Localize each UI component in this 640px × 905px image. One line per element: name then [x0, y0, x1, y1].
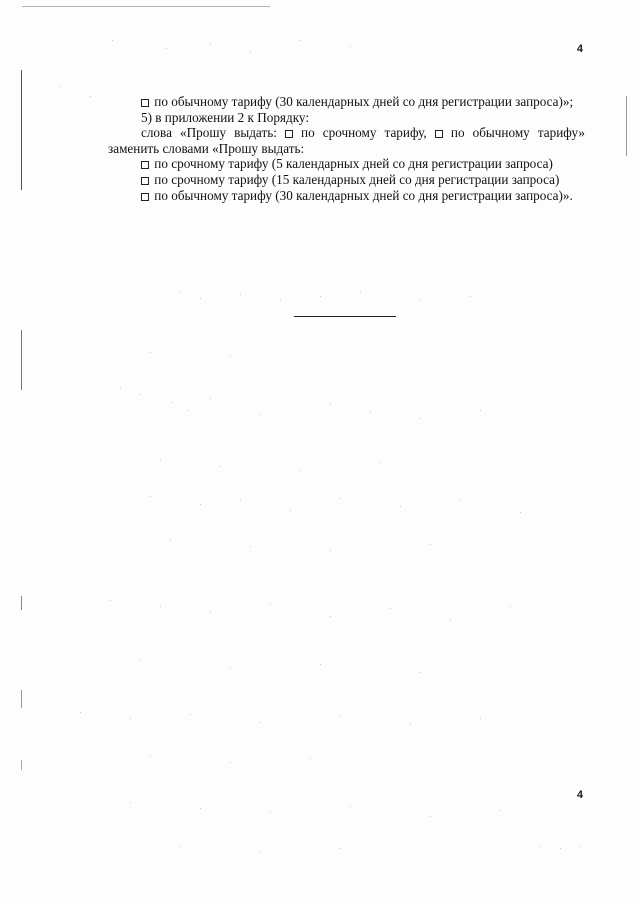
scan-artifact-edge [21, 690, 22, 708]
option2-text: по срочному тарифу (15 календарных дней со дня регистрации запроса) [154, 171, 560, 187]
item5-heading: 5) в приложении 2 к Порядку: [141, 109, 310, 125]
paragraph-option2 [108, 172, 585, 188]
words-line-end: по обычному тарифу» заменить словами «Прошу выдать: [108, 125, 585, 156]
document-body [108, 94, 585, 203]
item1-text: по обычному тарифу (30 календарных дней со дня регистрации запроса)»; [154, 94, 574, 109]
checkbox-icon [435, 130, 443, 138]
checkbox-icon [141, 177, 149, 185]
scan-artifact-edge [21, 760, 22, 770]
scan-artifact-edge [626, 96, 627, 156]
paragraph-option1 [108, 156, 585, 172]
checkbox-icon [141, 193, 149, 201]
words-line-mid: по срочному тарифу, [301, 125, 427, 141]
page-number-top: 4 [576, 43, 583, 55]
paragraph-item1 [108, 94, 585, 110]
words-line-start: слова «Прошу выдать: [141, 125, 277, 141]
paragraph-words-replace [108, 125, 585, 156]
option1-text: по срочному тарифу (5 календарных дней со дня регистрации запроса) [154, 156, 553, 172]
scan-artifact-edge [21, 70, 22, 190]
checkbox-icon [141, 161, 149, 169]
scan-artifact-edge [21, 330, 22, 390]
scan-artifact-line [22, 6, 270, 7]
paragraph-item5-heading [108, 110, 585, 126]
scan-artifact-edge [21, 596, 22, 610]
checkbox-icon [285, 130, 293, 138]
option3-text: по обычному тарифу (30 календарных дней со дня регистрации запроса)». [154, 187, 573, 203]
checkbox-icon [141, 99, 149, 107]
paragraph-option3 [108, 188, 585, 204]
end-of-text-rule [294, 316, 396, 317]
page-number-bottom: 4 [576, 789, 583, 801]
